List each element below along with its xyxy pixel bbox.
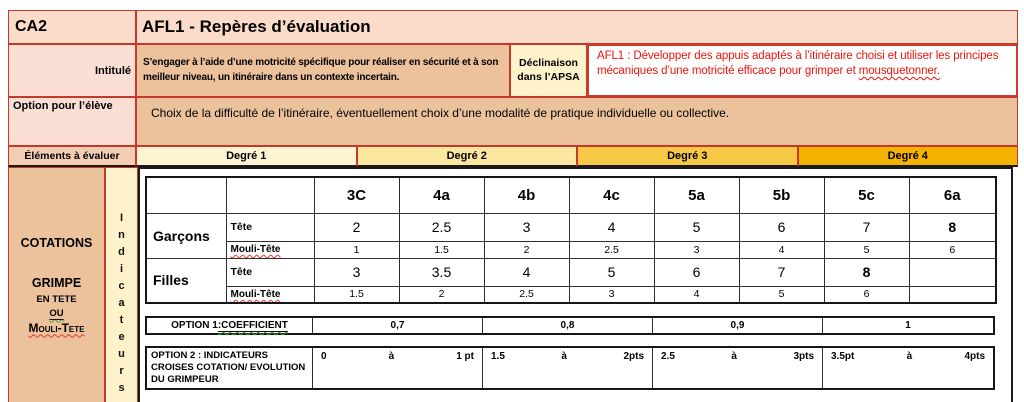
ca2-cell: CA2 (8, 10, 136, 44)
grade-cell: 5 (739, 286, 824, 303)
table-row-filles-tete (146, 258, 996, 286)
column-header: 4b (484, 177, 569, 213)
grade-cell: 8 (909, 213, 996, 241)
intitule-label: Intitulé (8, 44, 136, 97)
cotations-sidebar (8, 167, 105, 402)
corner-cell (226, 177, 314, 213)
option1-label: OPTION 1 :COEFFICIENT (147, 318, 313, 333)
degree-header-3: Degré 3 (577, 146, 798, 167)
grade-cell: 2 (314, 213, 399, 241)
grade-cell (909, 258, 996, 286)
elements-a-evaluer-label: Éléments à évaluer (8, 146, 136, 167)
sidebar-ou: OU (49, 307, 64, 319)
group-label-filles: Filles (146, 258, 226, 303)
intitule-text: S’engager à l’aide d’une motricité spécifique pour réaliser en sécurité et à son meilleur niveau, un itinéraire dans un contexte incertain. (136, 44, 510, 97)
grade-cell: 2 (399, 286, 484, 303)
grade-cell: 2.5 (569, 241, 654, 258)
declinaison-apsa-label: Déclinaison dans l’APSA (510, 44, 587, 97)
grade-cell: 2.5 (399, 213, 484, 241)
column-header: 3C (314, 177, 399, 213)
table-row-filles-mouli (146, 286, 996, 303)
grade-cell: 6 (739, 213, 824, 241)
grade-cell: 6 (824, 286, 909, 303)
column-header: 5a (654, 177, 739, 213)
option1-row (145, 316, 995, 335)
grade-cell: 3.5 (399, 258, 484, 286)
grade-cell: 4 (569, 213, 654, 241)
sidebar-cotations: COTATIONS (20, 235, 93, 250)
column-header: 5b (739, 177, 824, 213)
sidebar-en-tete: EN TETE (36, 293, 77, 305)
option2-range: 0 à 1 pt (313, 348, 483, 388)
column-header: 6a (909, 177, 996, 213)
grade-cell: 8 (824, 258, 909, 286)
degree-header-2: Degré 2 (357, 146, 578, 167)
grade-cell: 7 (739, 258, 824, 286)
degrees-row (136, 146, 1018, 167)
grade-cell: 5 (654, 213, 739, 241)
option1-value: 0,9 (653, 318, 823, 333)
sidebar-mouli-tete: Mouli-Tete (28, 320, 85, 335)
option-eleve-text: Choix de la difficulté de l’itinéraire, éventuellement choix d’une modalité de pratique individuelle ou collective. (136, 97, 1018, 146)
grade-cell: 4 (484, 258, 569, 286)
degree-header-1: Degré 1 (136, 146, 357, 167)
indicateurs-vertical-label: Indicateurs (115, 212, 128, 399)
row-type-label: Tête (226, 258, 314, 286)
indicateurs-column (105, 167, 138, 402)
group-label-garcons: Garçons (146, 213, 226, 258)
afl1-text-underlined: mousquetonner. (858, 65, 940, 78)
option-eleve-label: Option pour l’élève (8, 97, 136, 146)
grade-cell: 1.5 (399, 241, 484, 258)
grade-cell: 3 (484, 213, 569, 241)
grade-cell (909, 286, 996, 303)
option2-label: OPTION 2 : INDICATEURS CROISES COTATION/ EVOLUTION DU GRIMPEUR (147, 348, 313, 388)
column-header: 4a (399, 177, 484, 213)
column-header: 4c (569, 177, 654, 213)
corner-cell (146, 177, 226, 213)
table-row-garcons-mouli (146, 241, 996, 258)
grade-cell: 6 (909, 241, 996, 258)
option2-range: 2.5 à 3pts (653, 348, 823, 388)
grade-cell: 3 (314, 258, 399, 286)
grade-cell: 1 (314, 241, 399, 258)
grade-cell: 2 (484, 241, 569, 258)
afl1-declinaison-text (587, 44, 1018, 97)
grade-cell: 1.5 (314, 286, 399, 303)
grade-cell: 5 (824, 241, 909, 258)
grades-header-row (146, 177, 996, 213)
option2-range: 1.5 à 2pts (483, 348, 653, 388)
row-type-label: Tête (226, 213, 314, 241)
option2-row (145, 346, 995, 390)
column-header: 5c (824, 177, 909, 213)
option1-value: 0,8 (483, 318, 653, 333)
grade-cell: 3 (569, 286, 654, 303)
grade-cell: 4 (654, 286, 739, 303)
option1-value: 0,7 (313, 318, 483, 333)
grade-cell: 7 (824, 213, 909, 241)
row-type-label: Mouli-Tête (226, 241, 314, 258)
degree-header-4: Degré 4 (798, 146, 1019, 167)
row-type-label: Mouli-Tête (226, 286, 314, 303)
grade-cell: 3 (654, 241, 739, 258)
grade-cell: 4 (739, 241, 824, 258)
option1-value: 1 (905, 320, 911, 331)
afl1-text-main: AFL1 : Développer des appuis adaptés à l’itinéraire choisi et utiliser les principes mécaniques d’une motricité efficace pour grimper et (597, 50, 999, 78)
grades-table (145, 176, 997, 304)
page-title: AFL1 - Repères d’évaluation (136, 10, 1018, 44)
grade-cell: 5 (569, 258, 654, 286)
sidebar-grimpe: GRIMPE (31, 275, 82, 290)
table-row-garcons-tete (146, 213, 996, 241)
grade-cell: 2.5 (484, 286, 569, 303)
grade-cell: 6 (654, 258, 739, 286)
option2-range: 3.5pt à 4pts (831, 351, 985, 362)
